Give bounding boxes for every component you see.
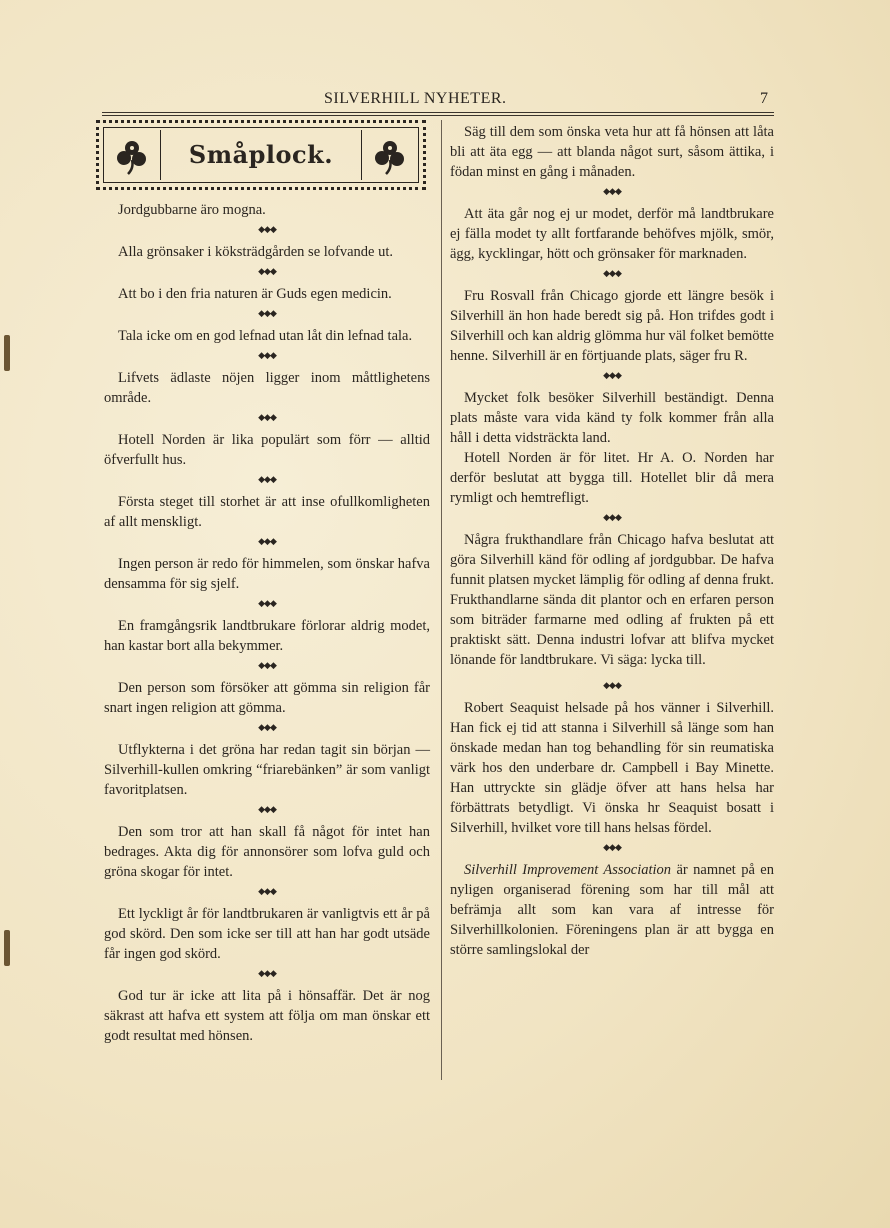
section-title: Småplock. [188,140,334,169]
ornament-divider: ◆◆◆ [258,660,276,670]
news-item: Första steget till storhet är att inse ofullkomligheten af allt menskligt. [104,494,430,530]
news-item: Fru Rosvall från Chicago gjorde ett längre besök i Silverhill än hon hade beredt sig på. Hon trifdes godt i Silverhill och kan aldrig glömma hur väl folket bemötte henne. Silverhill är en förtjuande plats, säger fru R. [450,288,774,364]
ornament-divider: ◆◆◆ [258,598,276,608]
binding-staple [4,335,10,371]
news-item: Ett lyckligt år för landtbrukaren är vanligtvis ett år på god skörd. Den som icke ser till att han har godt utsäde får ingen god skörd. [104,906,430,962]
news-item: Att bo i den fria naturen är Guds egen medicin. [118,286,392,302]
ornament-divider: ◆◆◆ [603,680,621,690]
left-column [104,200,430,1046]
page-number: 7 [760,90,768,107]
ornament-divider: ◆◆◆ [258,350,276,360]
ornament-divider: ◆◆◆ [603,512,621,522]
news-item: Hotell Norden är för litet. Hr A. O. Norden har derför beslutat att bygga till. Hotellet blir då mera rymligt och hemtrefligt. [450,450,774,506]
news-item: Robert Seaquist helsade på hos vänner i Silverhill. Han fick ej tid att stanna i Silverhill så länge som han önskade medan han tog behandling för sin reumatiska värk hos den underbare dr. Campbell i Bay Minette. Han uttryckte sin glädje öfver att hans helsa har förbättrats betydligt. Vi önska hr Seaquist bosatt i Silverhill, hvilket vore till hans helsas fördel. [450,700,774,836]
news-item: Några frukthandlare från Chicago hafva beslutat att göra Silverhill känd för odling af jordgubbar. De hafva funnit platsen mycket lämplig för odling af denna frukt. Frukthandlarne sända dit plantor och en erfaren person som biträder farmarne med odling af frukten på ett praktiskt sätt. Denna industri lofvar att blifva mycket lönande för landtbrukare. Vi säga: lycka till. [450,532,774,668]
ornament-divider: ◆◆◆ [603,186,621,196]
ornament-divider: ◆◆◆ [603,842,621,852]
ornament-divider: ◆◆◆ [258,308,276,318]
newspaper-title: SILVERHILL NYHETER. [324,90,507,107]
news-item: Utflykterna i det gröna har redan tagit sin början — Silverhill-kullen omkring “friarebänken” är som vanligt favoritplatsen. [104,742,430,798]
clover-icon [112,136,152,176]
banner-divider [361,130,362,180]
news-item: Säg till dem som önska veta hur att få hönsen att låta bli att äta egg — att blanda något surt, såsom ättika, i födan minst en gång i månaden. [450,124,774,180]
header-rule [102,112,774,116]
ornament-divider: ◆◆◆ [258,804,276,814]
clover-icon [370,136,410,176]
news-item: Lifvets ädlaste nöjen ligger inom måttlighetens område. [104,370,430,406]
right-column [450,122,774,960]
news-item: Hotell Norden är lika populärt som förr — alltid öfverfullt hus. [104,432,430,468]
ornament-divider: ◆◆◆ [603,370,621,380]
ornament-divider: ◆◆◆ [258,968,276,978]
news-item: Jordgubbarne äro mogna. [118,202,266,218]
ornament-divider: ◆◆◆ [258,722,276,732]
ornament-divider: ◆◆◆ [258,886,276,896]
page-header [102,88,774,118]
ornament-divider: ◆◆◆ [603,268,621,278]
news-item-text: är namnet på en nyligen organiserad förening som har till mål att befrämja allt som kan vara af intresse för Silverhillkolonien. Föreningens plan är att bygga en större samlingslokal der [450,862,774,958]
ornament-divider: ◆◆◆ [258,474,276,484]
news-item: God tur är icke att lita på i hönsaffär. Det är nog säkrast att hafva ett system att följa om man önskar ett godt resultat med hönsen. [104,988,430,1044]
ornament-divider: ◆◆◆ [258,536,276,546]
binding-staple [4,930,10,966]
news-item [450,860,774,960]
ornament-divider: ◆◆◆ [258,266,276,276]
news-item: En framgångsrik landtbrukare förlorar aldrig modet, han kastar bort alla bekymmer. [104,618,430,654]
association-name: Silverhill Improvement Association [464,862,672,878]
news-item: Ingen person är redo för himmelen, som önskar hafva densamma för sig sjelf. [104,556,430,592]
news-item: Att äta går nog ej ur modet, derför må landtbrukare ej fälla modet ty allt fortfarande behöfves mjölk, smör, ägg, kycklingar, hött och grönsaker för marknaden. [450,206,774,262]
news-item: Tala icke om en god lefnad utan låt din lefnad tala. [118,328,413,344]
ornament-divider: ◆◆◆ [258,412,276,422]
news-item: Alla grönsaker i köksträdgården se lofvande ut. [118,244,394,260]
news-item: Den person som försöker att gömma sin religion får snart ingen religion att gömma. [104,680,430,716]
column-divider [441,120,442,1080]
news-item: Den som tror att han skall få något för intet han bedrages. Akta dig för annonsörer som lofva guld och gröna skogar för intet. [104,824,430,880]
news-item: Mycket folk besöker Silverhill beständigt. Denna plats måste vara vida känd ty folk kommer från alla håll i detta vidsträckta land. [450,390,774,446]
section-banner [96,120,426,190]
ornament-divider: ◆◆◆ [258,224,276,234]
